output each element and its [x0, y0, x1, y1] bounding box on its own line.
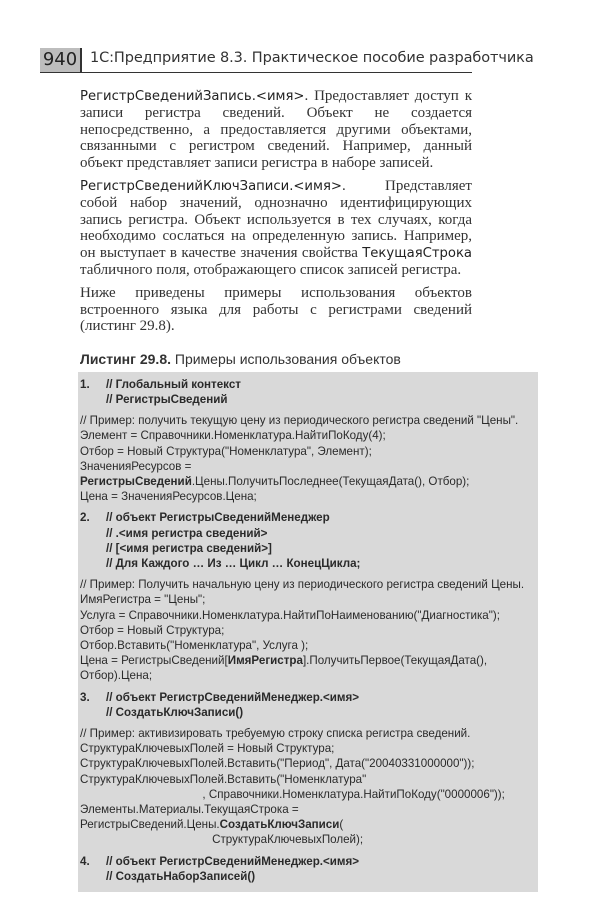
code-text: // Пример: активизировать требуемую строку списка регистра сведений. — [80, 726, 471, 740]
code-text: ( — [339, 818, 344, 832]
paragraph-text: табличного поля, отображающего список записей регистра. — [80, 262, 462, 279]
code-line — [80, 444, 534, 459]
code-text: ЗначенияРесурсов = — [80, 459, 195, 473]
code-line — [80, 653, 534, 683]
paragraph — [80, 88, 472, 171]
section-heading-line — [80, 510, 534, 525]
heading-text: // СоздатьКлючЗаписи() — [106, 705, 244, 719]
code-text: СтруктураКлючевыхПолей.Вставить("Период", Дата("20040331000000")); — [80, 757, 475, 771]
code-line — [80, 787, 534, 802]
code-line — [80, 413, 534, 428]
code-text: , Справочники.Номенклатура.НайтиПоКоду("0000006")); — [80, 787, 505, 801]
heading-text: // [<имя регистра сведений>] — [106, 541, 272, 555]
code-text: ].ПолучитьПервое(ТекущаяДата(), Отбор).Цена; — [80, 654, 491, 683]
code-text: .Цены.ПолучитьПоследнее(ТекущаяДата(), Отбор); — [191, 474, 470, 488]
term: РегистрСведенийКлючЗаписи.<имя> — [80, 179, 342, 195]
code-line — [80, 592, 534, 607]
code-text: // Пример: получить текущую цену из периодического регистра сведений "Цены". — [80, 414, 519, 428]
paragraph-text: Ниже приведены примеры использования объектов встроенного языка для работы с регистрами сведений (листинг 29.8). — [80, 285, 472, 335]
section-number: 4. — [80, 854, 90, 868]
paragraph — [80, 285, 472, 334]
section-heading-line — [80, 869, 534, 884]
section-number: 2. — [80, 511, 90, 525]
code-text: Услуга = Справочники.Номенклатура.НайтиПоНаименованию("Диагностика"); — [80, 608, 500, 622]
code-line — [80, 772, 534, 787]
section-heading-line — [80, 377, 534, 392]
section-heading-line — [80, 690, 534, 705]
code-text: Отбор = Новый Структура; — [80, 623, 225, 637]
term: ТекущаяСтрока — [362, 245, 472, 261]
code-text: Отбор = Новый Структура("Номенклатура", Элемент); — [80, 444, 372, 458]
heading-text: // РегистрыСведений — [106, 392, 228, 406]
code-line — [80, 638, 534, 653]
code-line — [80, 726, 534, 741]
code-text: Цена = РегистрыСведений[ — [80, 654, 228, 668]
paragraph-text: . Предоставляет доступ к записи регистра сведений. Объект не создается непосредственно, а предоставляется другими объектами, связанными с регистром сведений. Например, данный объект представляет записи регистра в наборе записей. — [80, 88, 472, 171]
code-line — [80, 459, 534, 489]
code-text: ИмяРегистра = "Цены"; — [80, 593, 206, 607]
code-text: СтруктураКлючевыхПолей.Вставить("Номенклатура" — [80, 772, 367, 786]
code-line — [80, 428, 534, 443]
page-number: 940 — [40, 48, 82, 72]
term: РегистрСведенийЗапись.<имя> — [80, 89, 305, 104]
section-heading-line — [80, 526, 534, 541]
code-text: Элемент = Справочники.Номенклатура.НайтиПоКоду(4); — [80, 429, 386, 443]
code-line — [80, 623, 534, 638]
heading-text: // объект РегистрСведенийМенеджер.<имя> — [106, 854, 360, 868]
section-heading-line — [80, 392, 534, 407]
code-keyword: ИмяРегистра — [227, 654, 303, 668]
paragraph-text: . Представляет собой набор значений, однозначно идентифицирующих запись регистра. Объект используется в тех случаях, когда необходимо сослаться на определенную запись. Например, он выступает в качестве значения свойства — [80, 178, 472, 261]
body-text — [80, 88, 472, 335]
code-keyword: РегистрыСведений — [80, 474, 192, 488]
listing-caption — [80, 351, 600, 368]
code-listing — [78, 372, 538, 892]
section-heading-line — [80, 556, 534, 571]
code-line — [80, 756, 534, 771]
section-heading-line — [80, 541, 534, 556]
code-text: СтруктураКлючевыхПолей = Новый Структура; — [80, 742, 335, 756]
code-line — [80, 608, 534, 623]
code-line — [80, 741, 534, 756]
code-line — [80, 489, 534, 504]
listing-title: Примеры использования объектов — [171, 350, 401, 367]
code-text: Элементы.Материалы.ТекущаяСтрока = РегистрыСведений.Цены. — [80, 802, 302, 832]
section-heading-line — [80, 854, 534, 869]
section-number: 3. — [80, 690, 90, 704]
heading-text: // .<имя регистра сведений> — [106, 526, 268, 540]
code-text: Цена = ЗначенияРесурсов.Цена; — [80, 490, 257, 504]
code-text: // Пример: Получить начальную цену из периодического регистра сведений Цены. — [80, 578, 525, 592]
paragraph — [80, 178, 472, 278]
book-title: 1С:Предприятие 8.3. Практическое пособие разработчика — [90, 50, 534, 66]
heading-text: // объект РегистрСведенийМенеджер.<имя> — [106, 690, 360, 704]
code-line — [80, 832, 534, 847]
heading-text: // Для Каждого … Из … Цикл … КонецЦикла; — [106, 556, 361, 570]
section-number: 1. — [80, 377, 90, 391]
heading-text: // объект РегистрыСведенийМенеджер — [106, 511, 330, 525]
heading-text: // Глобальный контекст — [106, 377, 241, 391]
section-heading-line — [80, 705, 534, 720]
code-keyword: СоздатьКлючЗаписи — [219, 818, 340, 832]
code-text: Отбор.Вставить("Номенклатура", Услуга ); — [80, 638, 309, 652]
listing-label: Листинг 29.8. — [80, 350, 171, 367]
heading-text: // СоздатьНаборЗаписей() — [106, 869, 256, 883]
code-line — [80, 577, 534, 592]
code-text: СтруктураКлючевыхПолей); — [80, 833, 364, 847]
